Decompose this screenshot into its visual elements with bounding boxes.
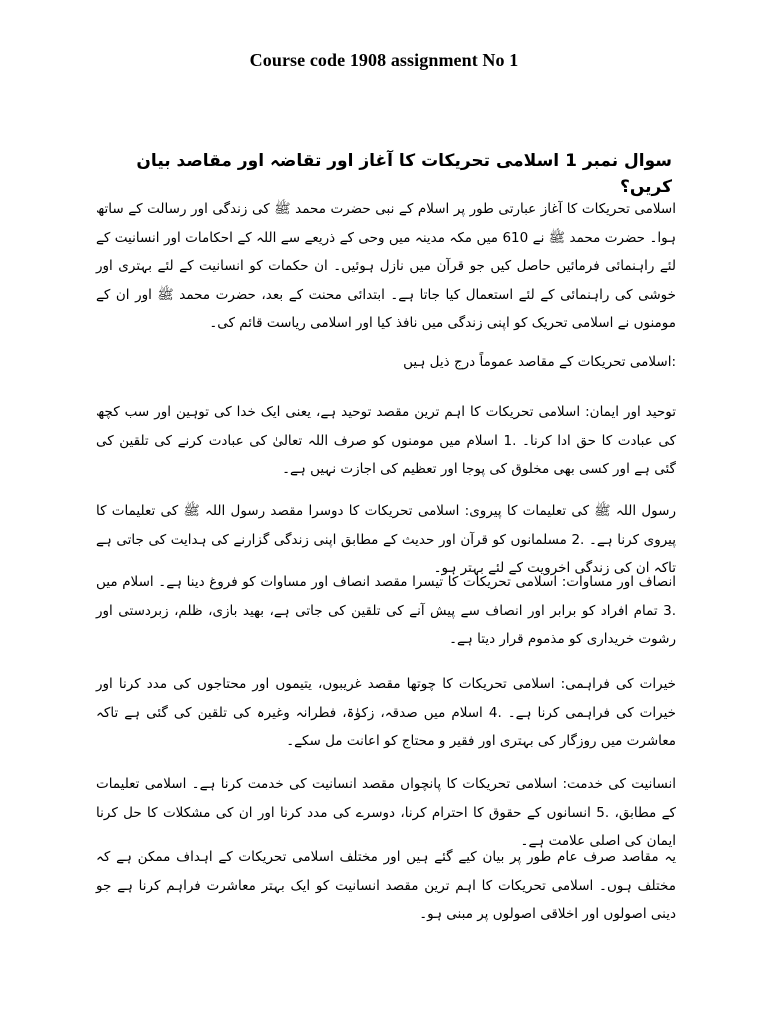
objective-item-2: رسول اللہ ﷺ کی تعلیمات کا پیروی: اسلامی تحریکات کا دوسرا مقصد رسول اللہ ﷺ کی تعلیمات کا پیروی کرنا ہے۔ .2 مسلمانوں کو قرآن اور حدیث کے مطابق اپنی زندگی گزارنے کی ہدایت کی جاتی ہے تاکہ ان کی زندگی اخرویت کے لئے بہتر ہو۔ [96,503,676,576]
document-title: Course code 1908 assignment No 1 [249,50,519,70]
objectives-heading: :اسلامی تحریکات کے مقاصد عموماً درج ذیل ہیں [403,354,676,370]
objective-item-3: انصاف اور مساوات: اسلامی تحریکات کا تیسرا مقصد انصاف اور مساوات کو فروغ دینا ہے۔ اسلام میں .3 تمام افراد کو برابر اور انصاف سے پیش آنے کی تلقین کی جاتی ہے، بھید بازی، ظلم، زبردستی اور رشوت خریداری کو مذموم قرار دیتا ہے۔ [96,574,676,647]
objective-item-1: توحید اور ایمان: اسلامی تحریکات کا اہم ترین مقصد توحید ہے، یعنی ایک خدا کی توہین اور سب کچھ کی عبادت کا حق ادا کرنا۔ .1 اسلام میں مومنوں کو صرف اللہ تعالیٰ کی عبادت کرنے کی تلقین کی گئی ہے اور کسی بھی مخلوق کی پوجا اور تعظیم کی اجازت نہیں ہے۔ [96,404,677,477]
conclusion-paragraph: یہ مقاصد صرف عام طور پر بیان کیے گئے ہیں اور مختلف اسلامی تحریکات کے اہداف ممکن ہے کہ مختلف ہوں۔ اسلامی تحریکات کا اہم ترین مقصد انسانیت کو ایک بہتر معاشرت فراہم کرنا ہے جو دینی اصولوں اور اخلاقی اصولوں پر مبنی ہو۔ [96,849,676,922]
objective-item-5: انسانیت کی خدمت: اسلامی تحریکات کا پانچواں مقصد انسانیت کی خدمت کرنا ہے۔ اسلامی تعلیمات کے مطابق، .5 انسانوں کے حقوق کا احترام کرنا، دوسرے کی مدد کرنا اور ان کی مشکلات کا حل کرنا ایمان کی اصلی علامت ہے۔ [96,776,676,849]
question-heading: سوال نمبر 1 اسلامی تحریکات کا آغاز اور تقاضہ اور مقاصد بیان کریں؟ [136,151,672,197]
objective-item-4: خیرات کی فراہمی: اسلامی تحریکات کا چوتھا مقصد غریبوں، یتیموں اور محتاجوں کی مدد کرنا اور خیرات کی فراہمی کرنا ہے۔ .4 اسلام میں صدقہ، زکوٰۃ، فطرانہ وغیرہ کی تلقین کی گئی ہے تاکہ معاشرت میں روزگار کی بہتری اور فقیر و محتاج کو اعانت مل سکے۔ [96,676,676,749]
intro-paragraph: اسلامی تحریکات کا آغاز عبارتی طور پر اسلام کے نبی حضرت محمد ﷺ کی زندگی اور رسالت کے ساتھ ہوا۔ حضرت محمد ﷺ نے 610 میں مکہ مدینہ میں وحی کے ذریعے سے اللہ کے احکامات اور انسانیت کے لئے راہنمائی فرمائیں حاصل کیں جو قرآن میں نازل ہوئیں۔ ان حکمات کو انسانیت کے لئے بہتری اور خوشی کی راہنمائی کے لئے استعمال کیا جاتا ہے۔ ابتدائی محنت کے بعد، حضرت محمد ﷺ اور ان کے مومنوں نے اسلامی تحریک کو اپنی زندگی میں نافذ کیا اور اسلامی ریاست قائم کی۔ [96,201,676,331]
